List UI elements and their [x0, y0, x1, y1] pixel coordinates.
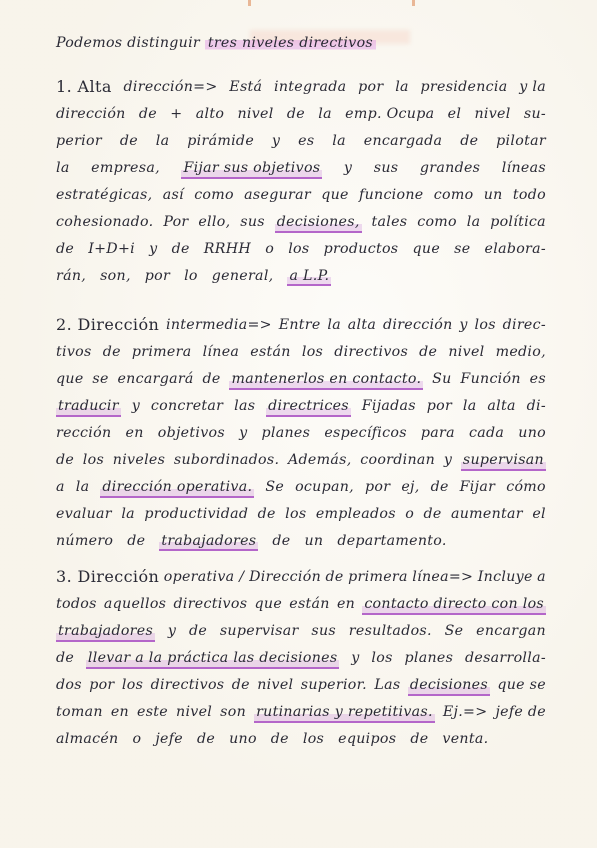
note-word: grandes: [419, 160, 481, 176]
note-word: de: [202, 371, 221, 387]
note-word: presidencia: [420, 79, 508, 95]
note-word: su-: [523, 106, 546, 122]
note-word: la: [332, 133, 346, 149]
note-word: directivos: [334, 344, 409, 360]
note-word: la: [466, 214, 481, 230]
note-word: están: [250, 344, 291, 360]
note-line: [56, 397, 546, 417]
note-word: por: [365, 479, 391, 495]
note-word: están: [289, 596, 330, 612]
note-word: de: [119, 133, 138, 149]
note-word: objetivos: [157, 425, 225, 441]
note-word: y la: [519, 79, 546, 95]
note-word: de: [56, 452, 75, 468]
section-heading: 3. Dirección: [56, 567, 160, 586]
note-word: de: [102, 344, 121, 360]
note-word: encargada: [363, 133, 443, 149]
note-word: de: [419, 344, 438, 360]
note-word: nivel: [448, 344, 485, 360]
note-word: tales: [371, 214, 408, 230]
note-word: los: [371, 650, 393, 666]
note-word: que: [56, 371, 84, 387]
note-word: línea: [202, 344, 240, 360]
note-word: de: [188, 623, 208, 639]
note-word: cada: [469, 425, 505, 441]
note-word: por: [426, 398, 453, 414]
note-word: perior: [56, 133, 102, 149]
note-word: dos: [56, 677, 82, 693]
highlighted-phrase: dirección operativa.: [100, 478, 254, 498]
note-word: dirección=>: [123, 79, 218, 95]
note-word: tivos: [56, 344, 92, 360]
highlighted-phrase: traducir: [56, 397, 121, 417]
note-word: jefe de: [495, 704, 546, 720]
note-word: intermedia=>: [166, 317, 272, 333]
highlighted-phrase: decisiones,: [275, 213, 362, 233]
note-word: la: [155, 133, 170, 149]
note-word: Fijar: [459, 479, 496, 495]
note-word: de: [56, 241, 75, 257]
note-word: que: [412, 241, 441, 257]
note-line: [56, 595, 546, 615]
highlighted-phrase: mantenerlos en contacto.: [229, 370, 423, 390]
note-word: rán,: [56, 268, 87, 284]
note-word: y: [131, 398, 141, 414]
note-word: de: [410, 731, 429, 747]
note-word: direc-: [502, 317, 546, 333]
note-word: encargan: [476, 623, 546, 639]
note-word: de: [127, 533, 146, 549]
note-word: ello,: [198, 214, 231, 230]
note-word: los: [121, 677, 144, 693]
note-word: los: [82, 452, 105, 468]
note-word: alta: [347, 317, 377, 333]
note-word: estratégicas,: [56, 187, 153, 203]
note-word: niveles: [112, 452, 166, 468]
note-word: que se: [497, 677, 546, 693]
note-word: pilotar: [496, 133, 546, 149]
note-word: aumentar: [450, 506, 523, 522]
note-line: [56, 622, 546, 642]
note-word: Ej.=>: [442, 704, 488, 720]
note-word: y: [343, 160, 353, 176]
note-word: uno: [518, 425, 546, 441]
note-word: en: [110, 704, 129, 720]
note-word: de: [138, 106, 157, 122]
note-word: de: [460, 133, 479, 149]
note-word: a: [537, 569, 546, 585]
note-word: política: [490, 214, 546, 230]
note-word: pirámide: [187, 133, 255, 149]
note-word: primera: [131, 344, 192, 360]
note-line: [56, 316, 546, 334]
highlighted-phrase: a L.P.: [289, 268, 330, 284]
note-word: número: [56, 533, 114, 549]
note-word: la: [56, 160, 70, 176]
highlighted-phrase: Fijar sus objetivos: [181, 159, 322, 179]
note-line: [56, 343, 546, 361]
note-word: los: [302, 731, 325, 747]
note-line: [56, 703, 546, 723]
note-word: la: [327, 317, 341, 333]
note-word: o: [132, 731, 142, 747]
highlighted-phrase: decisiones: [408, 676, 490, 696]
note-word: supervisar: [219, 623, 299, 639]
note-word: un: [304, 533, 324, 549]
highlighted-phrase: llevar a la práctica las decisiones: [86, 649, 340, 669]
note-word: funcione: [359, 187, 424, 203]
note-word: o: [265, 241, 275, 257]
note-word: este: [137, 704, 168, 720]
section-heading: 2. Dirección: [56, 315, 160, 334]
note-word: y: [443, 452, 453, 468]
note-word: Está: [229, 79, 263, 95]
note-line: [56, 568, 546, 586]
note-word: las: [234, 398, 256, 414]
note-word: Las: [374, 677, 401, 693]
note-word: Se: [444, 623, 464, 639]
note-word: encargará: [117, 371, 194, 387]
note-word: así: [162, 187, 184, 203]
note-word: la: [462, 398, 477, 414]
note-word: coordinan: [360, 452, 436, 468]
note-word: planes: [261, 425, 311, 441]
note-word: como: [194, 187, 234, 203]
note-word: Su: [432, 371, 452, 387]
note-word: de: [325, 569, 344, 585]
note-word: Además,: [287, 452, 352, 468]
note-word: alta: [487, 398, 516, 414]
note-word: cohesionado.: [56, 214, 154, 230]
note-word: alto: [195, 106, 225, 122]
note-word: en: [336, 596, 356, 612]
note-line: [56, 424, 546, 442]
highlighted-phrase: trabajadores: [161, 533, 257, 549]
note-word: se: [454, 241, 471, 257]
note-word: equipos: [338, 731, 397, 747]
note-word: directivos: [150, 677, 225, 693]
note-word: que: [254, 596, 283, 612]
note-word: superior.: [300, 677, 367, 693]
note-word: de: [270, 731, 289, 747]
note-word: de: [171, 241, 190, 257]
note-word: la: [121, 506, 135, 522]
note-word: de: [430, 479, 449, 495]
note-word: desarrolla-: [465, 650, 546, 666]
note-line: [56, 105, 546, 123]
note-word: resultados.: [348, 623, 432, 639]
note-word: rección: [56, 425, 112, 441]
highlighted-phrase: contacto directo con los: [362, 595, 546, 615]
note-word: y: [239, 425, 248, 441]
note-line: [56, 159, 546, 179]
note-word: de: [257, 506, 276, 522]
note-word: venta.: [442, 731, 489, 747]
note-word: son,: [100, 268, 131, 284]
note-line: [56, 676, 546, 696]
note-word: ej,: [401, 479, 420, 495]
note-word: productividad: [144, 506, 249, 522]
note-word: por: [358, 79, 384, 95]
note-word: sus: [373, 160, 399, 176]
note-word: los: [285, 506, 307, 522]
note-word: toman: [56, 704, 103, 720]
note-word: ocupan,: [295, 479, 354, 495]
note-word: como: [417, 214, 457, 230]
note-word: todos: [56, 596, 97, 612]
note-word: líneas: [501, 160, 546, 176]
note-word: integrada: [274, 79, 347, 95]
note-line: [56, 240, 546, 258]
note-word: a: [56, 479, 65, 495]
note-word: de: [423, 506, 442, 522]
note-word: como: [433, 187, 474, 203]
note-word: medio,: [495, 344, 546, 360]
note-word: por: [144, 268, 171, 284]
note-line: [56, 451, 546, 471]
intro-text: Podemos distinguir: [56, 35, 200, 51]
note-word: sus: [311, 623, 336, 639]
note-line: [56, 505, 546, 523]
note-line: [56, 730, 546, 748]
note-word: son: [220, 704, 247, 720]
note-word: Por: [163, 214, 189, 230]
note-word: dirección: [56, 106, 126, 122]
note-word: los: [301, 344, 324, 360]
note-line: [56, 478, 546, 498]
note-line: [56, 213, 546, 233]
note-word: departamento.: [337, 533, 447, 549]
note-line: [56, 649, 546, 669]
section-heading: 1. Alta: [56, 77, 112, 96]
note-word: nivel: [176, 704, 213, 720]
note-word: general,: [211, 268, 274, 284]
note-word: I+D+i: [88, 241, 135, 257]
paper-mark: [412, 0, 415, 6]
note-word: línea=>: [412, 569, 474, 585]
note-word: específicos: [324, 425, 407, 441]
note-word: y: [149, 241, 158, 257]
note-word: Entre: [278, 317, 321, 333]
note-word: de: [286, 106, 305, 122]
note-word: Fijadas: [361, 398, 416, 414]
highlighted-phrase: directrices: [266, 397, 351, 417]
paper-mark: [248, 0, 251, 6]
note-word: nivel: [257, 677, 294, 693]
intro-highlight: tres niveles directivos: [205, 35, 376, 51]
note-word: es: [298, 133, 315, 149]
note-word: en: [125, 425, 144, 441]
note-word: operativa / Dirección: [163, 569, 322, 585]
note-word: para: [420, 425, 455, 441]
note-word: de: [56, 650, 75, 666]
note-word: que: [321, 187, 349, 203]
note-word: Se: [265, 479, 285, 495]
note-line: [56, 132, 546, 150]
note-line: [56, 186, 546, 204]
note-word: uno: [229, 731, 257, 747]
note-word: aquellos: [103, 596, 167, 612]
note-word: primera: [348, 569, 408, 585]
note-word: la: [395, 79, 409, 95]
note-word: sus: [240, 214, 265, 230]
note-word: el: [447, 106, 462, 122]
note-word: por: [89, 677, 115, 693]
note-word: +: [170, 106, 183, 122]
note-word: la: [318, 106, 332, 122]
note-word: nivel: [237, 106, 274, 122]
note-word: elabora-: [484, 241, 546, 257]
note-line: [56, 532, 546, 550]
note-word: los: [474, 317, 496, 333]
note-word: almacén: [56, 731, 119, 747]
note-word: todo: [512, 187, 546, 203]
note-word: planes: [404, 650, 454, 666]
note-word: evaluar: [56, 506, 112, 522]
note-word: nivel: [474, 106, 511, 122]
note-word: Incluye: [477, 569, 533, 585]
note-word: dirección: [382, 317, 453, 333]
note-word: se: [92, 371, 109, 387]
note-word: un: [483, 187, 503, 203]
note-word: empleados: [315, 506, 396, 522]
note-word: de: [197, 731, 216, 747]
highlighted-phrase: rutinarias y repetitivas.: [254, 703, 435, 723]
note-word: directivos: [173, 596, 248, 612]
note-line: [56, 370, 546, 390]
note-word: subordinados.: [173, 452, 280, 468]
note-word: emp. Ocupa: [345, 106, 435, 122]
note-word: empresa,: [91, 160, 160, 176]
note-word: los: [288, 241, 310, 257]
note-word: y: [271, 133, 281, 149]
note-line: [56, 267, 546, 285]
note-word: y: [351, 650, 360, 666]
intro-line: [56, 34, 406, 52]
note-word: la: [75, 479, 90, 495]
note-word: RRHH: [203, 241, 252, 257]
note-word: asegurar: [244, 187, 311, 203]
note-word: o: [405, 506, 415, 522]
note-word: el: [532, 506, 546, 522]
note-word: de: [231, 677, 250, 693]
note-word: y: [459, 317, 468, 333]
note-word: cómo: [506, 479, 546, 495]
note-word: di-: [526, 398, 546, 414]
note-word: jefe: [155, 731, 183, 747]
note-word: es: [529, 371, 546, 387]
note-word: Función: [460, 371, 521, 387]
highlighted-phrase: supervisan: [461, 451, 546, 471]
note-word: y: [167, 623, 177, 639]
note-line: [56, 78, 546, 96]
note-word: de: [272, 533, 291, 549]
note-word: concretar: [150, 398, 224, 414]
note-word: productos: [323, 241, 399, 257]
note-word: lo: [184, 268, 198, 284]
highlighted-phrase: trabajadores: [56, 622, 155, 642]
